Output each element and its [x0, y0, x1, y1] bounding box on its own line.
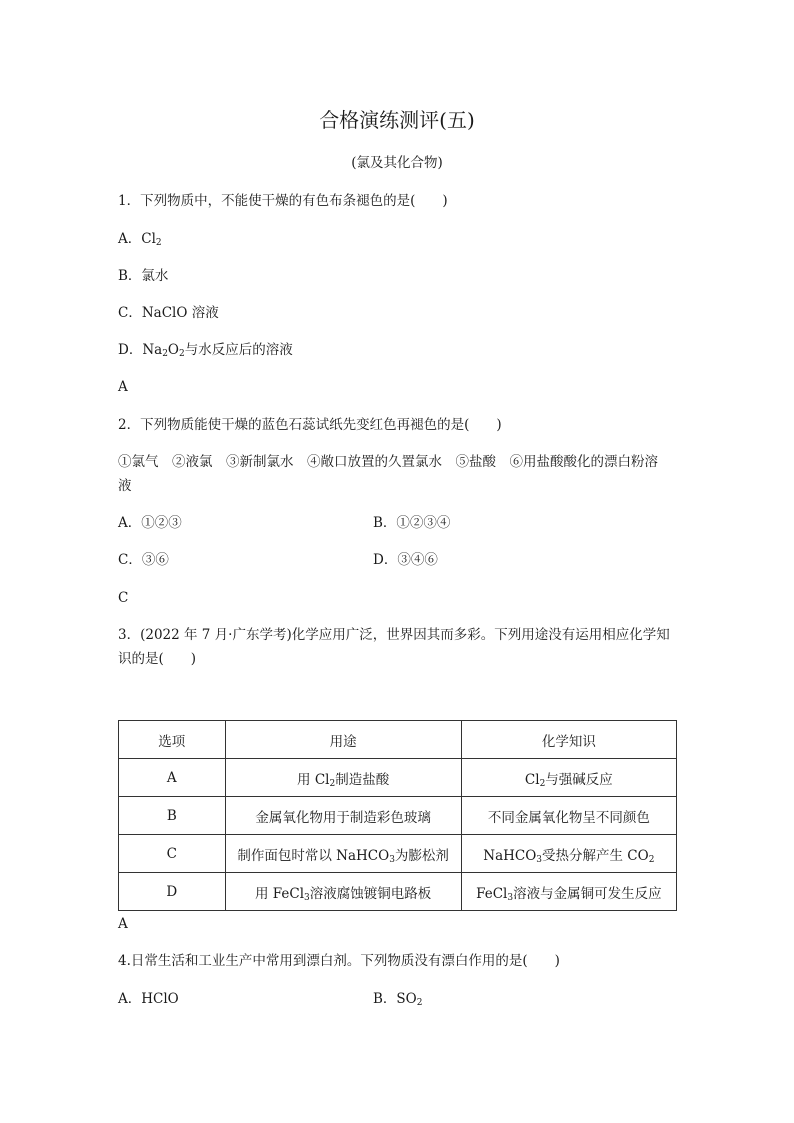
table-cell-option: B — [119, 797, 226, 835]
table-header-row — [119, 721, 677, 759]
question-4-stem: 4.日常生活和工业生产中常用到漂白剂。下列物质没有漂白作用的是( ) — [118, 953, 560, 969]
question-1-option-b: B．氯水 — [118, 268, 169, 284]
question-2-option-d: D．③④⑥ — [373, 552, 438, 568]
table-cell-option: D — [119, 873, 226, 911]
question-4-option-a: A．HClO — [118, 991, 179, 1007]
table-cell-knowledge: NaHCO$_3$受热分解产生 $CO_2$ — [461, 835, 676, 873]
question-1-answer: A — [118, 379, 128, 395]
table-header: 用途 — [225, 721, 461, 759]
table-header: 化学知识 — [461, 721, 676, 759]
table-cell-option: A — [119, 759, 226, 797]
question-2-stem: 2．下列物质能使干燥的蓝色石蕊试纸先变红色再褪色的是( ) — [118, 417, 502, 433]
table-cell-use: 用 FeCl$_3$溶液腐蚀镀铜电路板 — [225, 873, 461, 911]
table-cell-use: 用 $Cl_2$制造盐酸 — [225, 759, 461, 797]
question-2-option-c: C．③⑥ — [118, 552, 169, 568]
question-3-answer: A — [118, 916, 128, 932]
question-3-table — [118, 720, 677, 911]
table-row — [119, 797, 677, 835]
table-row — [119, 873, 677, 911]
question-1-option-d: D．$Na_2O_2$与水反应后的溶液 — [118, 342, 293, 359]
table-cell-use: 制作面包时常以 NaHCO$_3$为膨松剂 — [225, 835, 461, 873]
question-1-option-a: A．$Cl_2$ — [118, 231, 162, 248]
table-cell-option: C — [119, 835, 226, 873]
table-cell-knowledge: 不同金属氧化物呈不同颜色 — [461, 797, 676, 835]
question-2-option-a: A．①②③ — [118, 515, 182, 531]
table-cell-knowledge: $Cl_2$与强碱反应 — [461, 759, 676, 797]
question-1-option-c: C．NaClO 溶液 — [118, 305, 219, 321]
question-3-stem: 3．(2022 年 7 月·广东学考)化学应用广泛，世界因其而多彩。下列用途没有运用相应化学知 — [118, 627, 670, 643]
page-subtitle: (氯及其化合物) — [351, 155, 443, 171]
question-2-items-cont: 液 — [118, 478, 132, 494]
question-1-stem: 1．下列物质中，不能使干燥的有色布条褪色的是( ) — [118, 193, 448, 209]
question-2-items: ①氯气 ②液氯 ③新制氯水 ④敞口放置的久置氯水 ⑤盐酸 ⑥用盐酸酸化的漂白粉溶 — [118, 454, 658, 470]
table-header: 选项 — [119, 721, 226, 759]
question-2-option-b: B．①②③④ — [373, 515, 451, 531]
table-cell-knowledge: FeCl$_3$溶液与金属铜可发生反应 — [461, 873, 676, 911]
table-row — [119, 835, 677, 873]
table-row — [119, 759, 677, 797]
page-title: 合格演练测评(五) — [319, 108, 475, 132]
question-4-option-b: B．$SO_2$ — [373, 991, 423, 1008]
question-3-stem-cont: 识的是( ) — [118, 651, 197, 667]
table-cell-use: 金属氧化物用于制造彩色玻璃 — [225, 797, 461, 835]
question-2-answer: C — [118, 590, 129, 606]
